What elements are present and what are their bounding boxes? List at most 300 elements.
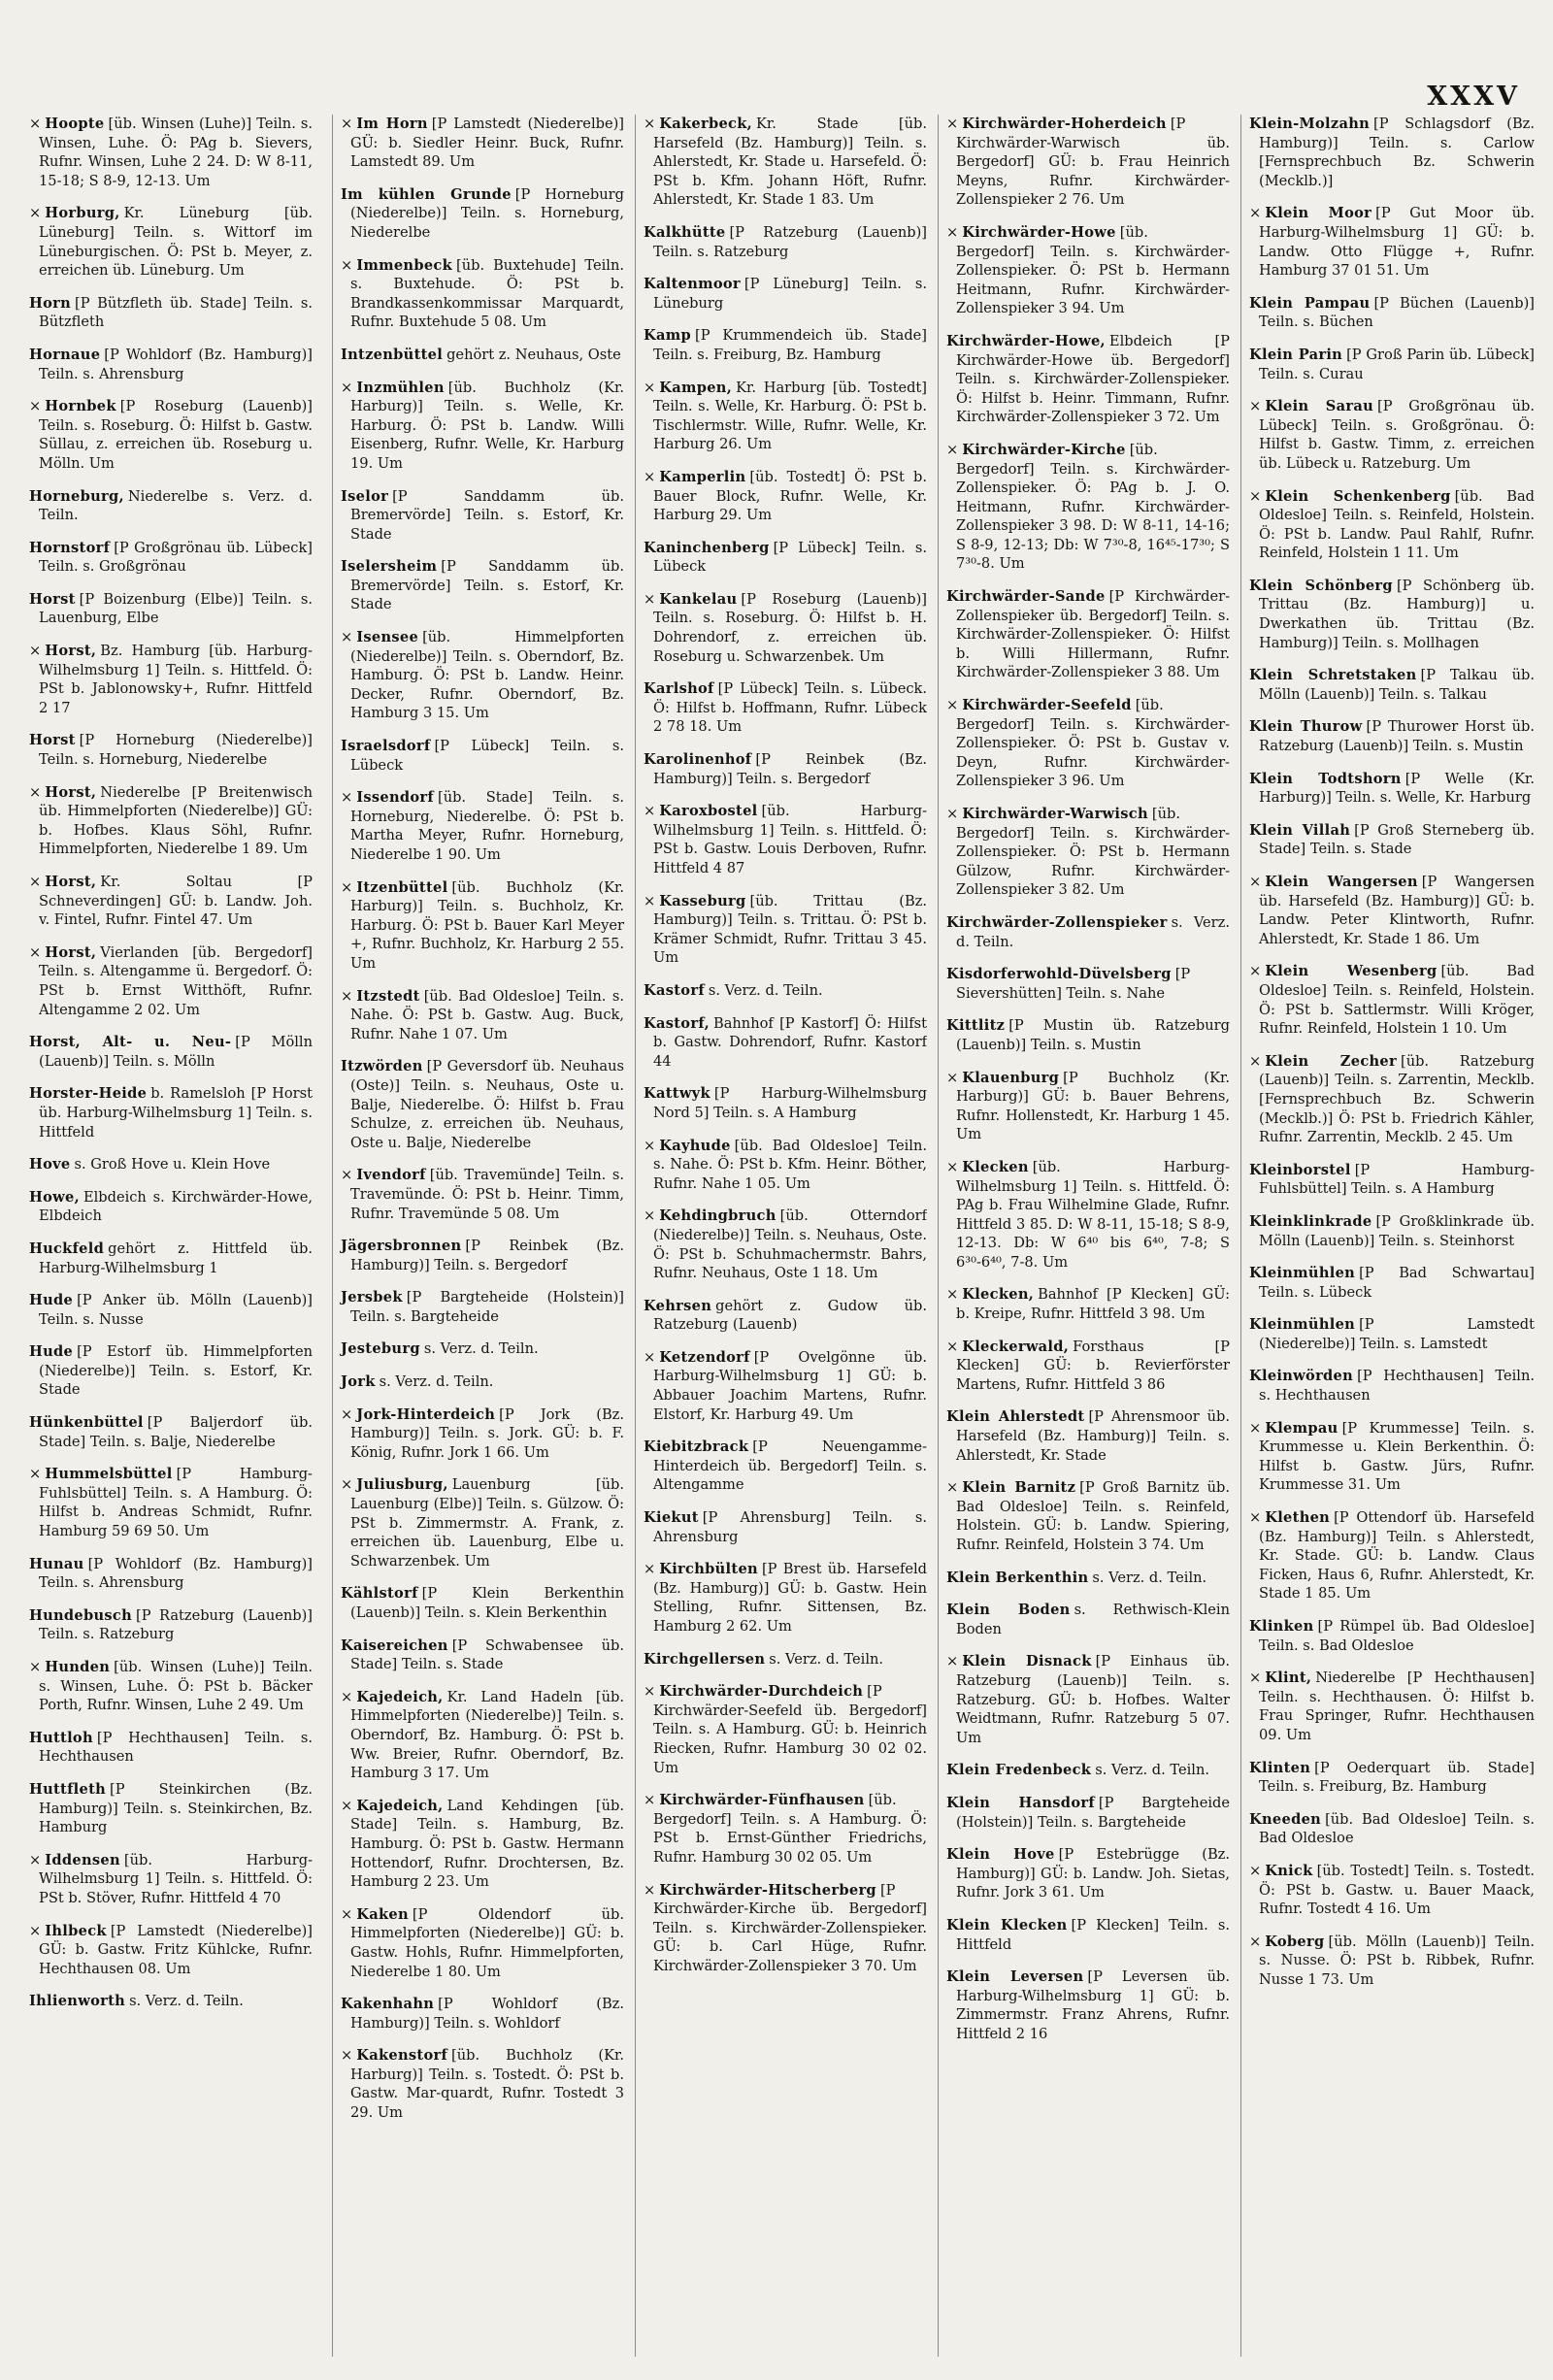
entry-text: [P Mölln (Lauenb)] Teiln. s. Mölln [39,1034,313,1070]
entry-text: [P Baljerdorf üb. Stade] Teiln. s. Balje, Niederelbe [39,1414,313,1450]
telegraph-mark: × [1249,487,1262,505]
directory-entry [341,185,624,243]
place-name: Kählstorf [341,1585,418,1603]
entry-text: [üb. Travemünde] Teiln. s. Travemünde. Ö: PSt b. Heinr. Timm, Rufnr. Travemünde 5 08. Um [350,1167,624,1222]
place-name: Klein Schönberg [1249,577,1393,594]
entry-text: Kr. Stade [üb. Harsefeld (Bz. Hamburg)] Teiln. s. Ahlerstedt, Kr. Stade u. Harsefeld. Ö: PSt b. Kfm. Johann Höft, Rufnr. Ahlerstedt, Kr. Stade 1 83. Um [653,116,927,209]
place-name: Huckfeld [29,1240,105,1257]
place-name: Kirchbülten [659,1561,758,1578]
directory-entry [946,332,1230,427]
directory-entry [644,539,927,577]
entry-text: s. Verz. d. Teiln. [708,981,823,999]
directory-entry [1249,1933,1535,1990]
entry-text: [P Krummesse] Teiln. s. Krummesse u. Klein Berkenthin. Ö: Hilfst b. Gastw. Jürs, Rufnr. Krummesse 31. Um [1259,1419,1535,1494]
place-name: Klauenburg [962,1069,1060,1086]
entry-text: s. Verz. d. Teiln. [1092,1569,1207,1586]
entry-text: [üb. Bad Oldesloe] Teiln. s. Reinfeld, Holstein. Ö: PSt b. Landw. Paul Rahlf, Rufnr. Reinfeld, Holstein 1 11. Um [1259,487,1535,562]
directory-entry [341,1237,624,1274]
entry-text: [P Leversen üb. Harburg-Wilhelmsburg 1] GÜ: b. Zimmermstr. Franz Ahrens, Rufnr. Hittfeld 2 16 [956,1968,1230,2042]
directory-entry [341,1475,624,1570]
directory-entry [341,1166,624,1223]
directory-entry [29,1851,313,1908]
directory-entry [946,1569,1230,1588]
telegraph-mark: × [341,1167,353,1184]
telegraph-mark: × [341,379,353,396]
telegraph-mark: × [1249,963,1262,980]
directory-entry [29,1992,313,2011]
place-name: Klein Boden [946,1602,1071,1619]
telegraph-mark: × [644,590,656,608]
entry-text: [P Ottendorf üb. Harsefeld (Bz. Hamburg)] Teiln. s Ahlerstedt, Kr. Stade. GÜ: b. Landw. Claus Ficken, Haus 6, Rufnr. Ahlerstedt, Kr. Stade 1 85. Um [1259,1509,1535,1603]
entry-text: [üb. Otterndorf (Niederelbe)] Teiln. s. Neuhaus, Oste. Ö: PSt b. Schuhmachermstr. Bahrs, Rufnr. Neuhaus, Oste 1 18. Um [653,1207,927,1282]
place-name: Immenbeck [356,256,453,274]
entry-text: [P Estebrügge (Bz. Hamburg)] GÜ: b. Landw. Joh. Sietas, Rufnr. Jork 3 61. Um [956,1846,1230,1901]
directory-entry [644,223,927,261]
directory-entry [29,590,313,628]
entry-text: [üb. Harburg-Wilhelmsburg 1] Teiln. s. Hittfeld. Ö: PAg b. Frau Wilhelmine Glade, Rufnr. Hittfeld 3 85. D: W 8-11, 15-18; S 8-9, 12-13. Db: W 6⁴⁰ bis 6⁴⁰, 7-8; S 6³⁰-6⁴⁰, 7-8. Um [956,1158,1230,1271]
directory-entry [341,987,624,1044]
entry-text: [P Ratzeburg (Lauenb)] Teiln. s. Ratzeburg [39,1606,313,1643]
place-name: Kirchwärder-Sande [946,588,1106,606]
place-name: Hornstorf [29,539,111,556]
telegraph-mark: × [29,116,42,132]
place-name: Klein Ahlerstedt [946,1408,1085,1426]
place-name: Jägersbronnen [341,1238,462,1255]
place-name: Israelsdorf [341,738,431,755]
place-name: Klint, [1265,1669,1312,1687]
telegraph-mark: × [341,1797,353,1814]
directory-entry [341,557,624,614]
place-name: Hoopte [45,116,105,132]
place-name: Kamp [644,327,691,345]
entry-text: [P Klecken] Teiln. s. Hittfeld [956,1916,1230,1953]
place-name: Kirchwärder-Howe [962,223,1116,241]
place-name: Kirchwärder-Durchdeich [659,1683,864,1701]
place-name: Klinken [1249,1618,1314,1635]
place-name: Kajedeich, [356,1688,444,1705]
directory-entry [341,1405,624,1463]
directory-entry [1249,873,1535,948]
entry-text: [üb. Buchholz (Kr. Harburg)] Teiln. s. Tostedt. Ö: PSt b. Gastw. Mar-quardt, Rufnr. Tostedt 3 29. Um [350,2047,624,2122]
directory-entry [1249,1810,1535,1848]
directory-column-5 [1240,115,1535,2357]
place-name: Issendorf [356,789,434,807]
telegraph-mark: × [29,874,42,890]
entry-text: [P Geversdorf üb. Neuhaus (Oste)] Teiln. s. Neuhaus, Oste u. Balje, Niederelbe. Ö: Hilfst b. Frau Schulze, z. erreichen üb. Neuhaus, Oste u. Balje, Niederelbe [350,1058,624,1151]
telegraph-mark: × [29,943,42,961]
entry-text: [P Krummendeich üb. Stade] Teiln. s. Freiburg, Bz. Hamburg [653,327,927,363]
directory-entry [29,1922,313,1979]
telegraph-mark: × [946,223,959,241]
directory-entry [644,1014,927,1072]
place-name: Hove [29,1156,71,1173]
directory-column-3 [635,115,927,2357]
telegraph-mark: × [644,1348,656,1366]
directory-entry [644,468,927,525]
directory-entry [1249,1315,1535,1353]
entry-text: [P Schönberg üb. Trittau (Bz. Hamburg)] u. Dwerkathen üb. Trittau (Bz. Hamburg)] Teiln. s. Mollhagen [1259,577,1535,651]
entry-text: [üb. Bad Oldesloe] Teiln. s. Reinfeld, Holstein. Ö: PSt b. Sattlermstr. Willi Kröger, Rufnr. Reinfeld, Holstein 1 10. Um [1259,963,1535,1038]
place-name: Howe, [29,1188,80,1206]
place-name: Kiekut [644,1509,699,1527]
directory-entry [29,873,313,930]
directory-entry [341,256,624,332]
directory-entry [1249,1508,1535,1603]
entry-text: [P Großgrönau üb. Lübeck] Teiln. s. Großgrönau [39,539,313,576]
entry-text: [üb. Harburg-Wilhelmsburg 1] Teiln. s. Hittfeld. Ö: PSt b. Stöver, Rufnr. Hittfeld 4 70 [39,1851,313,1906]
place-name: Klempau [1265,1419,1338,1437]
place-name: Kehdingbruch [659,1207,776,1225]
directory-entry [1249,346,1535,383]
telegraph-mark: × [946,1338,959,1355]
directory-entry [341,1688,624,1783]
place-name: Kajedeich, [356,1797,444,1814]
place-name: Kampen, [659,379,733,396]
entry-text: [P Bad Schwartau] Teiln. s. Lübeck [1259,1265,1535,1301]
place-name: Kirchwärder-Hitscherberg [659,1881,876,1899]
directory-entry [341,1339,624,1359]
directory-entry [1249,666,1535,704]
directory-entry [644,1560,927,1636]
entry-text: [üb. Buxtehude] Teiln. s. Buxtehude. Ö: PSt b. Brandkassenkommissar Marquardt, Rufnr. Buxtehude 5 08. Um [350,256,624,331]
entry-text: [P Boizenburg (Elbe)] Teiln. s. Lauenburg, Elbe [39,590,313,627]
place-name: Kasseburg [659,892,746,909]
entry-text: [P Sanddamm üb. Bremervörde] Teiln. s. Estorf, Kr. Stade [350,487,624,543]
directory-entry [29,1606,313,1644]
place-name: Jersbek [341,1289,403,1306]
entry-text: [P Hamburg-Fuhlsbüttel] Teiln. s. A Hamburg [1259,1161,1535,1198]
entry-text: [P Rümpel üb. Bad Oldesloe] Teiln. s. Bad Oldesloe [1259,1618,1535,1654]
place-name: Kiebitzbrack [644,1438,749,1456]
place-name: Kirchwärder-Warwisch [962,806,1148,822]
telegraph-mark: × [29,398,42,415]
telegraph-mark: × [644,116,656,132]
directory-entry [341,1905,624,1981]
place-name: Kirchgellersen [644,1650,766,1668]
place-name: Hornaue [29,346,101,363]
directory-entry [341,1372,624,1392]
entry-text: Kr. Lüneburg [üb. Lüneburg] Teiln. s. Wittorf im Lüneburgischen. Ö: PSt b. Meyer, z. erreichen üb. Lüneburg. Um [39,205,313,280]
directory-entry [1249,1862,1535,1919]
directory-entry [644,1137,927,1194]
directory-entry [946,913,1230,951]
directory-entry [29,1240,313,1277]
place-name: Ihlbeck [45,1922,107,1939]
telegraph-mark: × [644,1137,656,1154]
telegraph-mark: × [644,892,656,909]
place-name: Klein Pampau [1249,294,1371,312]
directory-entry [29,487,313,525]
directory-columns [29,115,1534,2357]
place-name: Hunden [45,1659,111,1675]
entry-text: [üb. Bergedorf] Teiln. s. Kirchwärder-Zollenspieker. Ö: PSt b. Hermann Gülzow, Rufnr. Kirchwärder-Zollenspieker 3 82. Um [956,806,1230,899]
telegraph-mark: × [341,629,353,646]
directory-entry [644,1650,927,1669]
place-name: Klecken [962,1158,1029,1175]
entry-text: [P Wangersen üb. Harsefeld (Bz. Hamburg)] GÜ: b. Landw. Peter Klintworth, Rufnr. Ahlerstedt, Kr. Stade 1 86. Um [1259,874,1535,947]
directory-entry [29,346,313,383]
telegraph-mark: × [946,1069,959,1086]
directory-entry [644,750,927,788]
place-name: Kastorf, [644,1014,710,1032]
directory-entry [946,1761,1230,1780]
place-name: Kleinmühlen [1249,1316,1356,1334]
directory-entry [946,1158,1230,1273]
place-name: Klein Villah [1249,821,1351,839]
entry-text: s. Verz. d. Teiln. [129,1993,244,2010]
entry-text: [P Hamburg-Fuhlsbüttel] Teiln. s. A Hamburg. Ö: Hilfst b. Andreas Schmidt, Rufnr. Hamburg 59 69 50. Um [39,1466,313,1540]
telegraph-mark: × [29,1466,42,1483]
entry-text: [P Oldendorf üb. Himmelpforten (Niederelbe)] GÜ: b. Gastw. Hohls, Rufnr. Himmelpforten, Niederelbe 1 80. Um [350,1905,624,1980]
directory-entry [1249,821,1535,859]
directory-entry [29,943,313,1019]
entry-text: [P Lamstedt (Niederelbe)] GÜ: b. Siedler Heinr. Buck, Rufnr. Lamstedt 89. Um [350,116,624,171]
entry-text: [P Ahrensmoor üb. Harsefeld (Bz. Hamburg)] Teiln. s. Ahlerstedt, Kr. Stade [956,1408,1230,1464]
entry-text: [P Jork (Bz. Hamburg)] Teiln. s. Jork. GÜ: b. F. König, Rufnr. Jork 1 66. Um [350,1405,624,1461]
directory-entry [644,1297,927,1335]
directory-entry [29,1342,313,1400]
entry-text: [P Groß Sterneberg üb. Stade] Teiln. s. Stade [1259,821,1535,858]
directory-entry [29,642,313,717]
directory-entry [1249,1617,1535,1655]
place-name: Horst, [45,783,97,801]
place-name: Kehrsen [644,1297,712,1314]
directory-entry [1249,397,1535,473]
place-name: Ivendorf [356,1167,426,1184]
entry-text: [P Sanddamm üb. Bremervörde] Teiln. s. Estorf, Kr. Stade [350,558,624,613]
directory-entry [946,223,1230,318]
entry-text: Kr. Harburg [üb. Tostedt] Teiln. s. Welle, Kr. Harburg. Ö: PSt b. Tischlermstr. Wille, Rufnr. Welle, Kr. Harburg 26. Um [653,379,927,453]
telegraph-mark: × [29,205,42,222]
entry-text: [üb. Harburg-Wilhelmsburg 1] Teiln. s. Hittfeld. Ö: PSt b. Gastw. Louis Derboven, Rufnr. Hittfeld 4 87 [653,803,927,876]
entry-text: [üb. Stade] Teiln. s. Horneburg, Niederelbe. Ö: PSt b. Martha Meyer, Rufnr. Horneburg, Niederelbe 1 90. Um [350,789,624,863]
entry-text: s. Rethwisch-Klein Boden [956,1602,1230,1637]
entry-text: [üb. Ratzeburg (Lauenb)] Teiln. s. Zarrentin, Mecklb. [Fernsprechbuch Bz. Schwerin (Mecklb.)] Ö: PSt b. Friedrich Kähler, Rufnr. Zarrentin, Mecklb. 2 45. Um [1259,1052,1535,1146]
entry-text: [P Lamstedt (Niederelbe)] GÜ: b. Gastw. Fritz Kühlcke, Rufnr. Hechthausen 08. Um [39,1922,313,1977]
place-name: Klein Klecken [946,1916,1068,1934]
place-name: Kleinwörden [1249,1368,1354,1385]
directory-entry [644,1438,927,1495]
place-name: Itzenbüttel [356,878,448,896]
entry-text: Kr. Land Hadeln [üb. Himmelpforten (Niederelbe)] Teiln. s. Oberndorf, Bz. Hamburg. Ö: PSt b. Ww. Breier, Rufnr. Oberndorf, Bz. Hamburg 3 17. Um [350,1688,624,1782]
directory-entry [29,1658,313,1715]
directory-entry [644,1682,927,1777]
place-name: Klein Moor [1265,205,1372,222]
entry-text: [P Büchen (Lauenb)] Teiln. s. Büchen [1259,294,1535,331]
entry-text: [P Estorf üb. Himmelpforten (Niederelbe)] Teiln. s. Estorf, Kr. Stade [39,1343,313,1399]
place-name: Kneeden [1249,1810,1322,1828]
entry-text: [P Schlagsdorf (Bz. Hamburg)] Teiln. s. Carlow [Fernsprechbuch Bz. Schwerin (Mecklb.)] [1259,116,1535,189]
directory-entry [29,397,313,473]
entry-text: Niederelbe [P Hechthausen] Teiln. s. Hechthausen. Ö: Hilfst b. Frau Springer, Rufnr. Hechthausen 09. Um [1259,1669,1535,1743]
entry-text: [P Einhaus üb. Ratzeburg (Lauenb)] Teiln. s. Ratzeburg. GÜ: b. Hofbes. Walter Weidtmann, Rufnr. Ratzeburg 5 07. Um [956,1653,1230,1746]
entry-text: s. Verz. d. Teiln. [769,1650,884,1668]
place-name: Hünkenbüttel [29,1414,144,1432]
telegraph-mark: × [1249,398,1262,415]
entry-text: [üb. Bergedorf] Teiln. s. Kirchwärder-Zollenspieker. Ö: PAg b. J. O. Heitmann, Rufnr. Kirchwärder-Zollenspieker 3 98. D: W 8-11, 14-16; S 8-9, 12-13; Db: W 7³⁰-8, 16⁴⁵-17³⁰; S 7³⁰-8. Um [956,441,1230,573]
entry-text: Bz. Hamburg [üb. Harburg-Wilhelmsburg 1] Teiln. s. Hittfeld. Ö: PSt b. Jablonowsky+, Rufnr. Hittfeld 2 17 [39,643,313,716]
telegraph-mark: × [644,379,656,396]
place-name: Kalkhütte [644,223,726,241]
telegraph-mark: × [644,1683,656,1701]
place-name: Ketzendorf [659,1348,750,1366]
directory-entry [644,892,927,968]
telegraph-mark: × [946,441,959,458]
place-name: Horst [29,732,76,749]
place-name: Horst [29,590,76,608]
directory-entry [946,1601,1230,1638]
entry-text: [P Wohldorf (Bz. Hamburg)] Teiln. s. Wohldorf [350,1996,624,2032]
place-name: Kattwyk [644,1085,710,1103]
telegraph-mark: × [644,468,656,485]
place-name: Jork [341,1373,376,1391]
place-name: Klein Hove [946,1846,1055,1864]
place-name: Ihlienworth [29,1993,126,2010]
place-name: Horst, [45,943,97,961]
place-name: Iselor [341,487,389,505]
telegraph-mark: × [946,1653,959,1670]
place-name: Klein Hansdorf [946,1794,1095,1811]
directory-entry [946,115,1230,210]
entry-text: [P Kirchwärder-Kirche üb. Bergedorf] Teiln. s. Kirchwärder-Zollenspieker. GÜ: b. Carl Hüge, Rufnr. Kirchwärder-Zollenspieker 3 70. Um [653,1881,927,1974]
place-name: Klecken, [962,1286,1035,1304]
telegraph-mark: × [341,116,353,132]
telegraph-mark: × [29,643,42,660]
directory-entry [946,1916,1230,1954]
directory-entry [29,1291,313,1329]
entry-text: [üb. Bergedorf] Teiln. s. Kirchwärder-Zollenspieker. Ö: PSt b. Gustav v. Deyn, Rufnr. Kirchwärder-Zollenspieker 3 96. Um [956,697,1230,790]
entry-text: Vierlanden [üb. Bergedorf] Teiln. s. Altengamme ü. Bergedorf. Ö: PSt b. Ernst Witthöft, Rufnr. Altengamme 2 02. Um [39,943,313,1018]
place-name: Horn [29,294,72,312]
place-name: Klein Wangersen [1265,874,1418,890]
telegraph-mark: × [341,256,353,274]
directory-entry [1249,577,1535,652]
telegraph-mark: × [1249,1862,1262,1879]
directory-entry [1249,1669,1535,1744]
entry-text: [P Roseburg (Lauenb)] Teiln. s. Roseburg. Ö: Hilfst b. H. Dohrendorf, z. erreichen üb. Roseburg u. Schwarzenbek. Um [653,590,927,665]
telegraph-mark: × [341,789,353,807]
telegraph-mark: × [341,1688,353,1705]
entry-text: [P Wohldorf (Bz. Hamburg)] Teiln. s. Ahrensburg [39,346,313,382]
telegraph-mark: × [644,803,656,820]
page-number: XXXV [1427,82,1520,112]
directory-entry [644,981,927,1001]
entry-text: [üb. Bad Oldesloe] Teiln. s. Bad Oldesloe [1259,1810,1535,1847]
directory-entry [1249,770,1535,808]
directory-entry [29,1188,313,1226]
entry-text: [P Wohldorf (Bz. Hamburg)] Teiln. s. Ahrensburg [39,1555,313,1592]
entry-text: Elbdeich s. Kirchwärder-Howe, Elbdeich [39,1188,313,1225]
entry-text: [P Kirchwärder-Zollenspieker üb. Bergedorf] Teiln. s. Kirchwärder-Zollenspieker. Ö: Hilfst b. Willi Hillermann, Rufnr. Kirchwärder-Zollenspieker 3 88. Um [956,588,1230,681]
entry-text: [üb. Trittau (Bz. Hamburg)] Teiln. s. Trittau. Ö: PSt b. Krämer Schmidt, Rufnr. Trittau 3 45. Um [653,892,927,967]
directory-entry [341,487,624,545]
entry-text: [üb. Tostedt] Teiln. s. Tostedt. Ö: PSt b. Gastw. u. Bauer Maack, Rufnr. Tostedt 4 16. Um [1259,1862,1535,1918]
place-name: Isensee [356,629,419,646]
telegraph-mark: × [946,1286,959,1304]
telegraph-mark: × [644,1561,656,1578]
entry-text: [üb. Buchholz (Kr. Harburg)] Teiln. s. Welle, Kr. Harburg. Ö: PSt b. Landw. Willi Eisenberg, Rufnr. Welle, Kr. Harburg 19. Um [350,379,624,472]
place-name: Kaninchenberg [644,539,770,556]
telegraph-mark: × [946,1479,959,1497]
place-name: Kakenstorf [356,2047,448,2065]
entry-text: Niederelbe s. Verz. d. Teiln. [39,487,313,524]
place-name: Horst, [45,643,97,660]
entry-text: [P Lüneburg] Teiln. s. Lüneburg [653,276,927,312]
telegraph-mark: × [29,1851,42,1868]
directory-entry [946,1652,1230,1747]
place-name: Hude [29,1343,74,1361]
directory-entry [1249,1052,1535,1147]
directory-entry [644,326,927,364]
entry-text: [P Mustin üb. Ratzeburg (Lauenb)] Teiln. s. Mustin [956,1017,1230,1053]
entry-text: [P Horneburg (Niederelbe)] Teiln. s. Horneburg, Niederelbe [350,185,624,241]
place-name: Klein Thurow [1249,718,1363,736]
place-name: Hornbek [45,398,116,415]
directory-column-1 [29,115,313,2357]
place-name: Karlshof [644,680,714,698]
place-name: Kleinborstel [1249,1161,1351,1178]
directory-entry [29,783,313,859]
entry-text: [P Lübeck] Teiln. s. Lübeck. Ö: Hilfst b. Hoffmann, Rufnr. Lübeck 2 78 18. Um [653,680,927,736]
place-name: Kakenhahn [341,1996,435,2013]
place-name: Huttloh [29,1729,93,1746]
entry-text: [P Kirchwärder-Seefeld üb. Bergedorf] Teiln. s. A Hamburg. GÜ: b. Heinrich Riecken, Rufnr. Hamburg 30 02 02. Um [653,1683,927,1776]
place-name: Intzenbüttel [341,346,444,363]
directory-entry [341,1288,624,1326]
place-name: Karoxbostel [659,803,758,820]
place-name: Kaltenmoor [644,276,741,293]
entry-text: [P Anker üb. Mölln (Lauenb)] Teiln. s. Nusse [39,1292,313,1328]
entry-text: [üb. Winsen (Luhe)] Teiln. s. Winsen, Luhe. Ö: PAg b. Sievers, Rufnr. Winsen, Luhe 2 24. D: W 8-11, 15-18; S 8-9, 12-13. Um [39,116,313,189]
entry-text: [üb. Buchholz (Kr. Harburg)] Teiln. s. Buchholz, Kr. Harburg. Ö: PSt b. Bauer Karl Meyer +, Rufnr. Buchholz, Kr. Harburg 2 55. Um [350,878,624,972]
entry-text: s. Verz. d. Teiln. [956,913,1230,950]
place-name: Kittlitz [946,1017,1006,1035]
place-name: Klein Sarau [1265,398,1374,415]
directory-entry [29,1780,313,1837]
directory-column-2 [332,115,624,2357]
place-name: Kamperlin [659,468,746,485]
telegraph-mark: × [341,1405,353,1423]
entry-text: [P Neuengamme-Hinterdeich üb. Bergedorf] Teiln. s. Altengamme [653,1438,927,1494]
entry-text: gehört z. Gudow üb. Ratzeburg (Lauenb) [653,1297,927,1334]
entry-text: s. Verz. d. Teiln. [379,1373,494,1391]
entry-text: [P Schwabensee üb. Stade] Teiln. s. Stade [350,1636,624,1673]
entry-text: [P Ovelgönne üb. Harburg-Wilhelmsburg 1] GÜ: b. Abbauer Joachim Martens, Rufnr. Elstorf, Kr. Harburg 49. Um [653,1348,927,1423]
entry-text: [üb. Winsen (Luhe)] Teiln. s. Winsen, Luhe. Ö: PSt b. Bäcker Porth, Rufnr. Winsen, Luhe 2 49. Um [39,1659,313,1714]
entry-text: Forsthaus [P Klecken] GÜ: b. Revierförster Martens, Rufnr. Hittfeld 3 86 [956,1338,1230,1393]
entry-text: s. Verz. d. Teiln. [423,1340,539,1358]
telegraph-mark: × [29,1922,42,1939]
directory-entry [644,679,927,737]
place-name: Hunau [29,1555,84,1572]
telegraph-mark: × [1249,205,1262,222]
place-name: Kaken [356,1905,409,1923]
place-name: Horster-Heide [29,1085,148,1103]
telegraph-mark: × [341,987,353,1005]
telegraph-mark: × [644,1207,656,1225]
place-name: Kirchwärder-Kirche [962,441,1126,458]
directory-column-4 [938,115,1230,2357]
directory-entry [341,878,624,974]
place-name: Hummelsbüttel [45,1466,173,1483]
entry-text: [P Lübeck] Teiln. s. Lübeck [653,539,927,576]
directory-entry [29,204,313,280]
directory-entry [644,1084,927,1122]
entry-text: [P Sievershütten] Teiln. s. Nahe [956,966,1191,1002]
place-name: Hundebusch [29,1606,133,1624]
directory-entry [644,1881,927,1976]
directory-entry [946,587,1230,682]
